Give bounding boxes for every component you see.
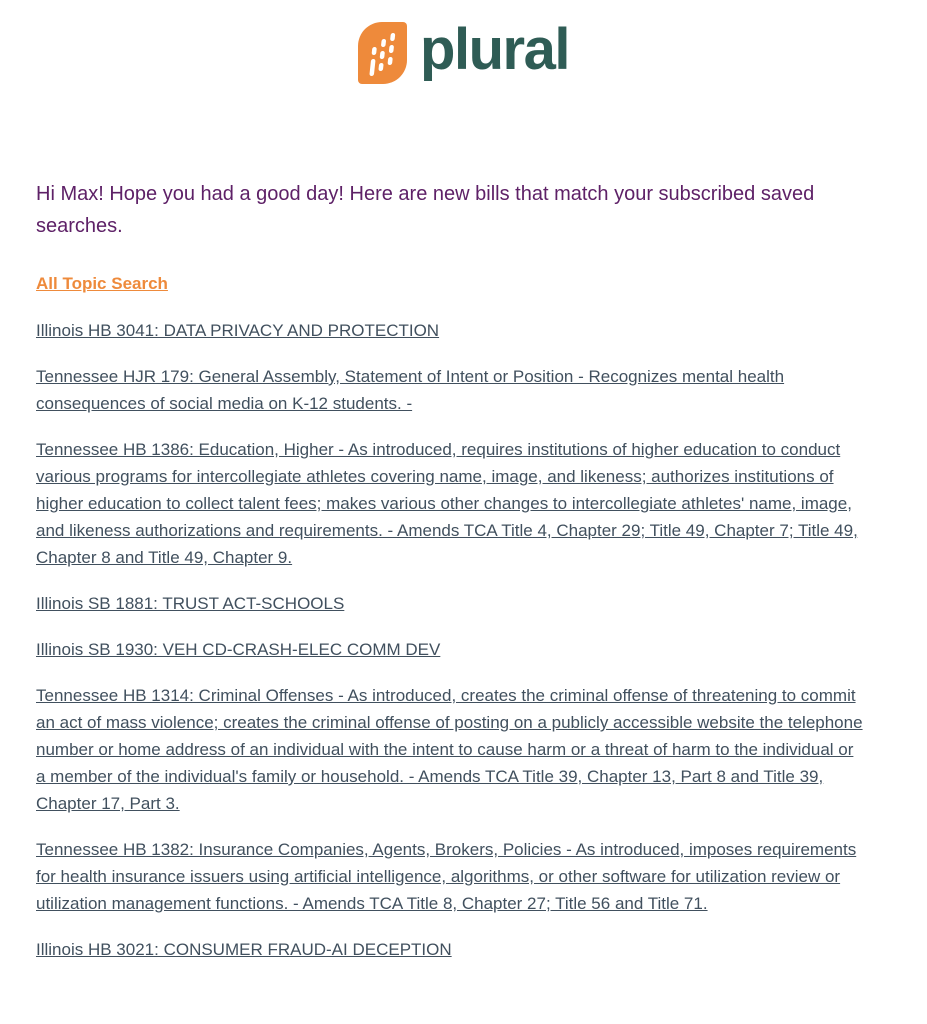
bill-link-il-hb-3021[interactable]: Illinois HB 3021: CONSUMER FRAUD-AI DECEPTION	[36, 940, 452, 959]
bill-row	[36, 317, 866, 344]
bill-row	[36, 363, 866, 417]
bill-link-tn-hb-1314[interactable]: Tennessee HB 1314: Criminal Offenses - As introduced, creates the criminal offense of threatening to commit an act of mass violence; creates the criminal offense of posting on a publicly accessible website the telephone number or home address of an individual with the intent to cause harm or a threat of harm to the individual or a member of the individual's family or household. - Amends TCA Title 39, Chapter 13, Part 8 and Title 39, Chapter 17, Part 3.	[36, 686, 863, 813]
greeting-text: Hi Max! Hope you had a good day! Here are new bills that match your subscribed saved searches.	[36, 183, 815, 237]
plural-leaf-icon	[358, 22, 407, 84]
bill-row	[36, 936, 866, 963]
plural-logo[interactable]	[358, 17, 569, 85]
saved-search-row	[36, 270, 866, 298]
email-content	[36, 178, 866, 963]
bill-link-tn-hb-1382[interactable]: Tennessee HB 1382: Insurance Companies, Agents, Brokers, Policies - As introduced, imposes requirements for health insurance issuers using artificial intelligence, algorithms, or other software for utilization review or utilization management functions. - Amends TCA Title 8, Chapter 27; Title 56 and Title 71.	[36, 840, 857, 913]
bill-row	[36, 836, 866, 917]
bill-link-il-sb-1930[interactable]: Illinois SB 1930: VEH CD-CRASH-ELEC COMM DEV	[36, 640, 441, 659]
bill-row	[36, 590, 866, 617]
bill-row	[36, 682, 866, 817]
bill-link-il-hb-3041[interactable]: Illinois HB 3041: DATA PRIVACY AND PROTECTION	[36, 321, 440, 340]
bill-row	[36, 636, 866, 663]
bill-link-tn-hjr-179[interactable]: Tennessee HJR 179: General Assembly, Statement of Intent or Position - Recognizes mental health consequences of social media on K-12 students. -	[36, 367, 785, 413]
bill-link-tn-hb-1386[interactable]: Tennessee HB 1386: Education, Higher - As introduced, requires institutions of higher education to conduct various programs for intercollegiate athletes covering name, image, and likeness; authorizes institutions of higher education to collect talent fees; makes various other changes to intercollegiate athletes' name, image, and likeness authorizations and requirements. - Amends TCA Title 4, Chapter 29; Title 49, Chapter 7; Title 49, Chapter 8 and Title 49, Chapter 9.	[36, 440, 858, 567]
bill-link-il-sb-1881[interactable]: Illinois SB 1881: TRUST ACT-SCHOOLS	[36, 594, 345, 613]
plural-wordmark: plural	[420, 17, 569, 82]
saved-search-link[interactable]: All Topic Search	[36, 274, 168, 293]
header	[0, 17, 927, 84]
bill-row	[36, 436, 866, 571]
